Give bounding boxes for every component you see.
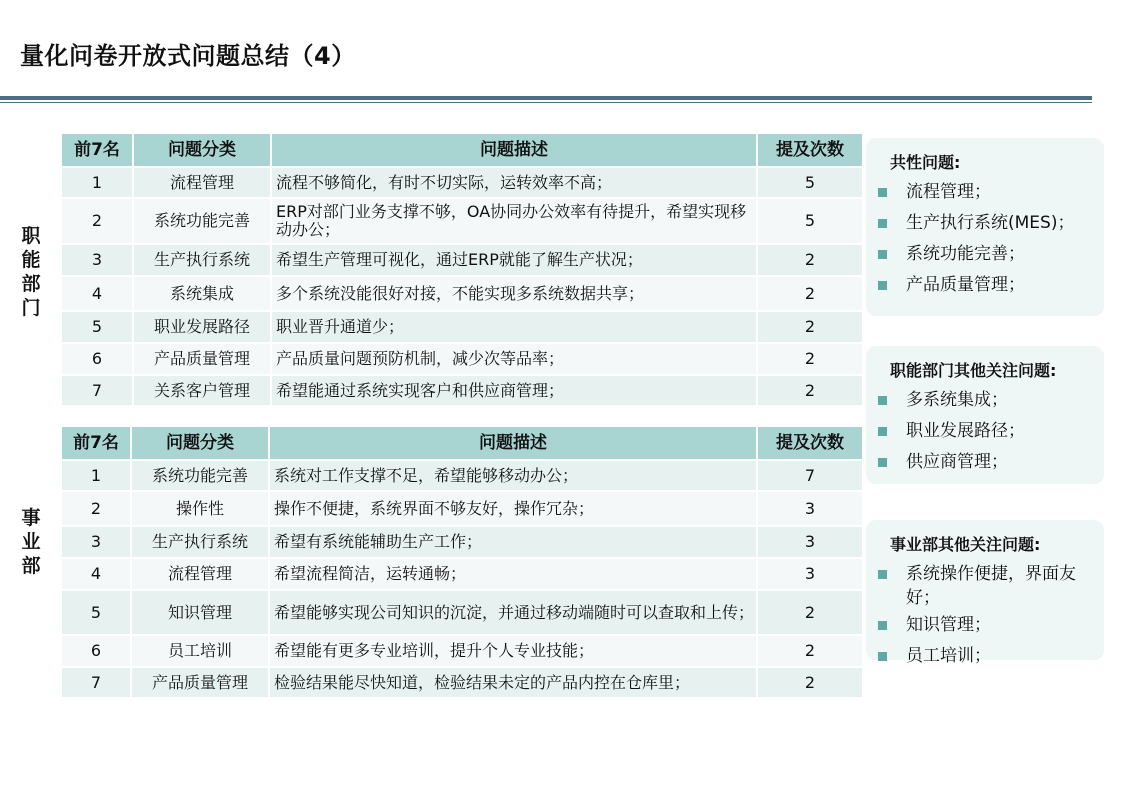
table-row	[62, 245, 864, 277]
header-description: 问题描述	[270, 427, 758, 461]
category-cell: 系统功能完善	[134, 199, 272, 245]
category-cell: 流程管理	[132, 559, 270, 591]
list-item-text: 供应商管理；	[906, 452, 1008, 472]
count-cell: 2	[758, 591, 864, 636]
functional-dept-table	[62, 134, 864, 407]
list-item-text: 产品质量管理；	[906, 275, 1025, 295]
count-cell: 3	[758, 527, 864, 559]
list-item	[876, 562, 1094, 610]
category-cell: 系统功能完善	[132, 461, 270, 492]
list-item	[876, 450, 1094, 474]
count-cell: 3	[758, 492, 864, 527]
rank-cell: 3	[62, 527, 132, 559]
functional-other-issues-box	[866, 346, 1104, 484]
square-bullet-icon	[878, 396, 887, 405]
header-count: 提及次数	[758, 427, 864, 461]
header-category: 问题分类	[134, 134, 272, 168]
category-cell: 操作性	[132, 492, 270, 527]
table-row	[62, 312, 864, 344]
count-cell: 2	[758, 277, 864, 312]
common-issues-title: 共性问题:	[890, 153, 961, 172]
count-cell: 2	[758, 344, 864, 376]
list-item	[876, 273, 1094, 297]
category-cell: 职业发展路径	[134, 312, 272, 344]
square-bullet-icon	[878, 188, 887, 197]
list-item-text: 知识管理；	[906, 615, 991, 635]
category-cell: 产品质量管理	[132, 668, 270, 699]
description-cell: 希望流程简洁，运转通畅；	[270, 559, 758, 591]
count-cell: 5	[758, 199, 864, 245]
rank-cell: 1	[62, 461, 132, 492]
side-label-functional: 职能部门	[21, 225, 41, 319]
rank-cell: 6	[62, 344, 134, 376]
side-label-business: 事业部	[21, 507, 41, 577]
rank-cell: 5	[62, 591, 132, 636]
list-item-text: 职业发展路径；	[906, 421, 1025, 441]
table-row	[62, 636, 864, 668]
list-item	[876, 388, 1094, 412]
count-cell: 2	[758, 636, 864, 668]
list-item	[876, 419, 1094, 443]
description-cell: 希望能够实现公司知识的沉淀，并通过移动端随时可以查取和上传；	[270, 591, 758, 636]
category-cell: 关系客户管理	[134, 376, 272, 407]
list-item	[876, 180, 1094, 204]
list-item-text: 生产执行系统(MES)；	[906, 213, 1075, 233]
rank-cell: 2	[62, 199, 134, 245]
table-row	[62, 559, 864, 591]
table-row	[62, 168, 864, 199]
list-item-text: 多系统集成；	[906, 390, 1008, 410]
rank-cell: 7	[62, 376, 134, 407]
list-item	[876, 613, 1094, 637]
table-row	[62, 461, 864, 492]
header-description: 问题描述	[272, 134, 758, 168]
square-bullet-icon	[878, 570, 887, 579]
table-row	[62, 277, 864, 312]
category-cell: 流程管理	[134, 168, 272, 199]
title-divider-thin	[0, 102, 1092, 103]
business-other-title: 事业部其他关注问题:	[890, 535, 1041, 554]
description-cell: 操作不便捷，系统界面不够友好，操作冗杂；	[270, 492, 758, 527]
title-divider	[0, 96, 1092, 100]
category-cell: 知识管理	[132, 591, 270, 636]
description-cell: 产品质量问题预防机制，减少次等品率；	[272, 344, 758, 376]
rank-cell: 3	[62, 245, 134, 277]
header-category: 问题分类	[132, 427, 270, 461]
description-cell: 希望能有更多专业培训，提升个人专业技能；	[270, 636, 758, 668]
description-cell: 职业晋升通道少；	[272, 312, 758, 344]
page-title: 量化问卷开放式问题总结（4）	[20, 42, 356, 70]
list-item-text: 系统功能完善；	[906, 244, 1025, 264]
description-cell: 希望能通过系统实现客户和供应商管理；	[272, 376, 758, 407]
category-cell: 系统集成	[134, 277, 272, 312]
table-row	[62, 527, 864, 559]
list-item	[876, 644, 1094, 668]
square-bullet-icon	[878, 621, 887, 630]
description-cell: 检验结果能尽快知道，检验结果未定的产品内控在仓库里；	[270, 668, 758, 699]
square-bullet-icon	[878, 281, 887, 290]
table-row	[62, 344, 864, 376]
description-cell: 系统对工作支撑不足，希望能够移动办公；	[270, 461, 758, 492]
business-dept-table	[62, 427, 864, 699]
rank-cell: 1	[62, 168, 134, 199]
functional-other-title: 职能部门其他关注问题:	[890, 361, 1057, 380]
rank-cell: 4	[62, 277, 134, 312]
header-rank: 前7名	[62, 134, 134, 168]
square-bullet-icon	[878, 427, 887, 436]
description-cell: ERP对部门业务支撑不够，OA协同办公效率有待提升，希望实现移动办公；	[272, 199, 758, 245]
list-item-text: 流程管理；	[906, 182, 991, 202]
description-cell: 多个系统没能很好对接，不能实现多系统数据共享；	[272, 277, 758, 312]
table-row	[62, 199, 864, 245]
list-item-text: 员工培训；	[906, 646, 991, 666]
header-count: 提及次数	[758, 134, 864, 168]
table-row	[62, 376, 864, 407]
common-issues-box	[866, 138, 1104, 316]
list-item	[876, 242, 1094, 266]
category-cell: 员工培训	[132, 636, 270, 668]
count-cell: 2	[758, 376, 864, 407]
category-cell: 生产执行系统	[132, 527, 270, 559]
category-cell: 生产执行系统	[134, 245, 272, 277]
square-bullet-icon	[878, 458, 887, 467]
header-rank: 前7名	[62, 427, 132, 461]
table-row	[62, 668, 864, 699]
description-cell: 希望生产管理可视化，通过ERP就能了解生产状况；	[272, 245, 758, 277]
category-cell: 产品质量管理	[134, 344, 272, 376]
count-cell: 7	[758, 461, 864, 492]
rank-cell: 6	[62, 636, 132, 668]
count-cell: 2	[758, 312, 864, 344]
square-bullet-icon	[878, 219, 887, 228]
count-cell: 2	[758, 245, 864, 277]
list-item-text: 系统操作便捷，界面友好；	[906, 564, 1076, 608]
table-row	[62, 591, 864, 636]
square-bullet-icon	[878, 652, 887, 661]
description-cell: 希望有系统能辅助生产工作；	[270, 527, 758, 559]
square-bullet-icon	[878, 250, 887, 259]
business-other-issues-box	[866, 520, 1104, 666]
rank-cell: 5	[62, 312, 134, 344]
list-item	[876, 211, 1094, 235]
table-row	[62, 492, 864, 527]
rank-cell: 2	[62, 492, 132, 527]
rank-cell: 4	[62, 559, 132, 591]
rank-cell: 7	[62, 668, 132, 699]
description-cell: 流程不够简化，有时不切实际，运转效率不高；	[272, 168, 758, 199]
count-cell: 5	[758, 168, 864, 199]
count-cell: 3	[758, 559, 864, 591]
count-cell: 2	[758, 668, 864, 699]
